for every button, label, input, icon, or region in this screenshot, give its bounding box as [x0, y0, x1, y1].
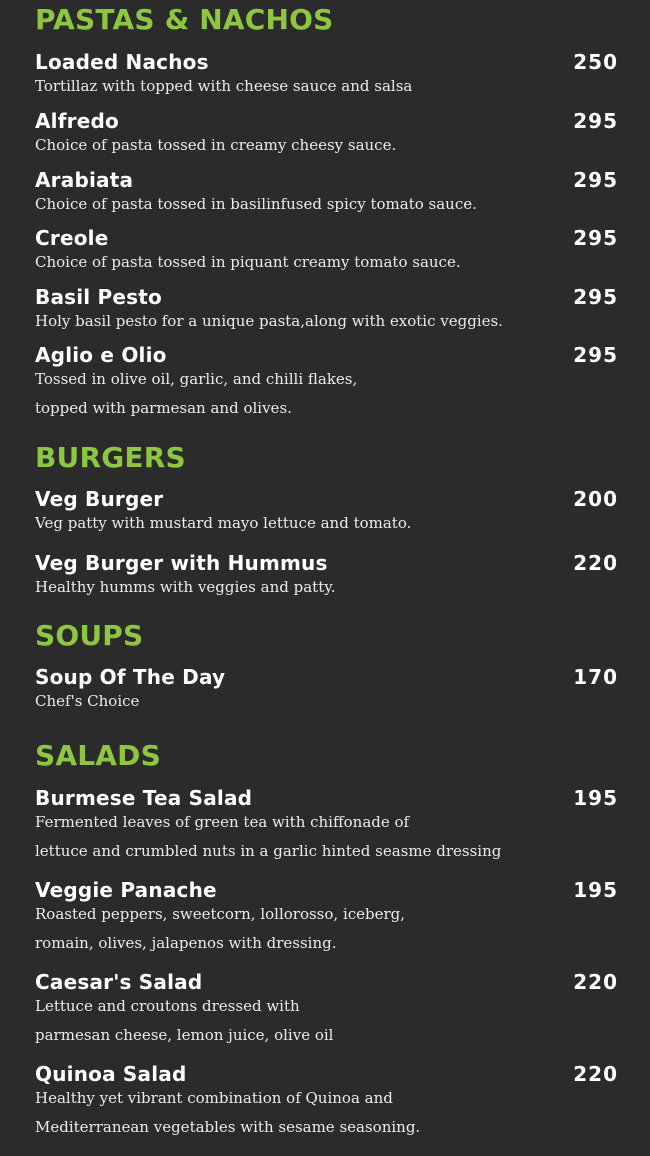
item-price: 195 [573, 878, 618, 902]
item-name: Aglio e Olio [35, 343, 167, 367]
item-price: 170 [573, 665, 618, 689]
item-name: Veggie Panache [35, 878, 217, 902]
section-title: SOUPS [35, 619, 144, 652]
item-name: Soup Of The Day [35, 665, 226, 689]
item-name: Alfredo [35, 109, 119, 133]
item-name: Arabiata [35, 168, 134, 192]
item-price: 220 [573, 970, 618, 994]
item-description: Healthy yet vibrant combination of Quinoa and Mediterranean vegetables with sesame seasoning. [35, 1089, 421, 1136]
item-price: 295 [573, 285, 618, 309]
menu-item [35, 287, 618, 336]
item-price: 195 [573, 786, 618, 810]
item-name: Quinoa Salad [35, 1062, 187, 1086]
section-title: BURGERS [35, 441, 186, 474]
item-description: Tortillaz with topped with cheese sauce and salsa [35, 77, 413, 95]
item-name: Basil Pesto [35, 285, 162, 309]
section-salads [35, 739, 618, 772]
menu-item [35, 972, 618, 1049]
section-pastas-nachos [35, 3, 618, 36]
item-description: Holy basil pesto for a unique pasta,along with exotic veggies. [35, 312, 503, 330]
item-price: 220 [573, 551, 618, 575]
item-name: Veg Burger [35, 487, 164, 511]
item-description: Chef's Choice [35, 692, 140, 710]
item-price: 200 [573, 487, 618, 511]
section-soups [35, 619, 618, 652]
item-name: Burmese Tea Salad [35, 786, 253, 810]
menu-item [35, 1064, 618, 1141]
item-name: Creole [35, 226, 109, 250]
section-title: SALADS [35, 739, 161, 772]
menu-item [35, 553, 618, 602]
item-name: Loaded Nachos [35, 50, 209, 74]
menu-item [35, 228, 618, 277]
menu-item [35, 489, 618, 538]
item-name: Caesar's Salad [35, 970, 203, 994]
item-name: Veg Burger with Hummus [35, 551, 328, 575]
item-description: Tossed in olive oil, garlic, and chilli flakes, topped with parmesan and olives. [35, 370, 358, 417]
menu-item [35, 667, 618, 716]
menu-item [35, 880, 618, 957]
menu-item [35, 345, 618, 422]
menu-item [35, 170, 618, 219]
section-burgers [35, 441, 618, 474]
section-title: PASTAS & NACHOS [35, 3, 334, 36]
item-price: 250 [573, 50, 618, 74]
item-price: 295 [573, 343, 618, 367]
item-price: 295 [573, 168, 618, 192]
menu-item [35, 52, 618, 101]
item-description: Choice of pasta tossed in basilinfused spicy tomato sauce. [35, 195, 477, 213]
item-description: Roasted peppers, sweetcorn, lollorosso, iceberg, romain, olives, jalapenos with dressing. [35, 905, 406, 952]
menu-item [35, 788, 618, 865]
item-description: Veg patty with mustard mayo lettuce and tomato. [35, 514, 412, 532]
item-description: Fermented leaves of green tea with chiffonade of lettuce and crumbled nuts in a garlic hinted seasme dressing [35, 813, 502, 860]
menu-item [35, 111, 618, 160]
item-description: Lettuce and croutons dressed with parmesan cheese, lemon juice, olive oil [35, 997, 334, 1044]
item-price: 295 [573, 226, 618, 250]
item-description: Choice of pasta tossed in piquant creamy tomato sauce. [35, 253, 461, 271]
item-description: Choice of pasta tossed in creamy cheesy sauce. [35, 136, 397, 154]
item-price: 220 [573, 1062, 618, 1086]
item-price: 295 [573, 109, 618, 133]
item-description: Healthy humms with veggies and patty. [35, 578, 336, 596]
